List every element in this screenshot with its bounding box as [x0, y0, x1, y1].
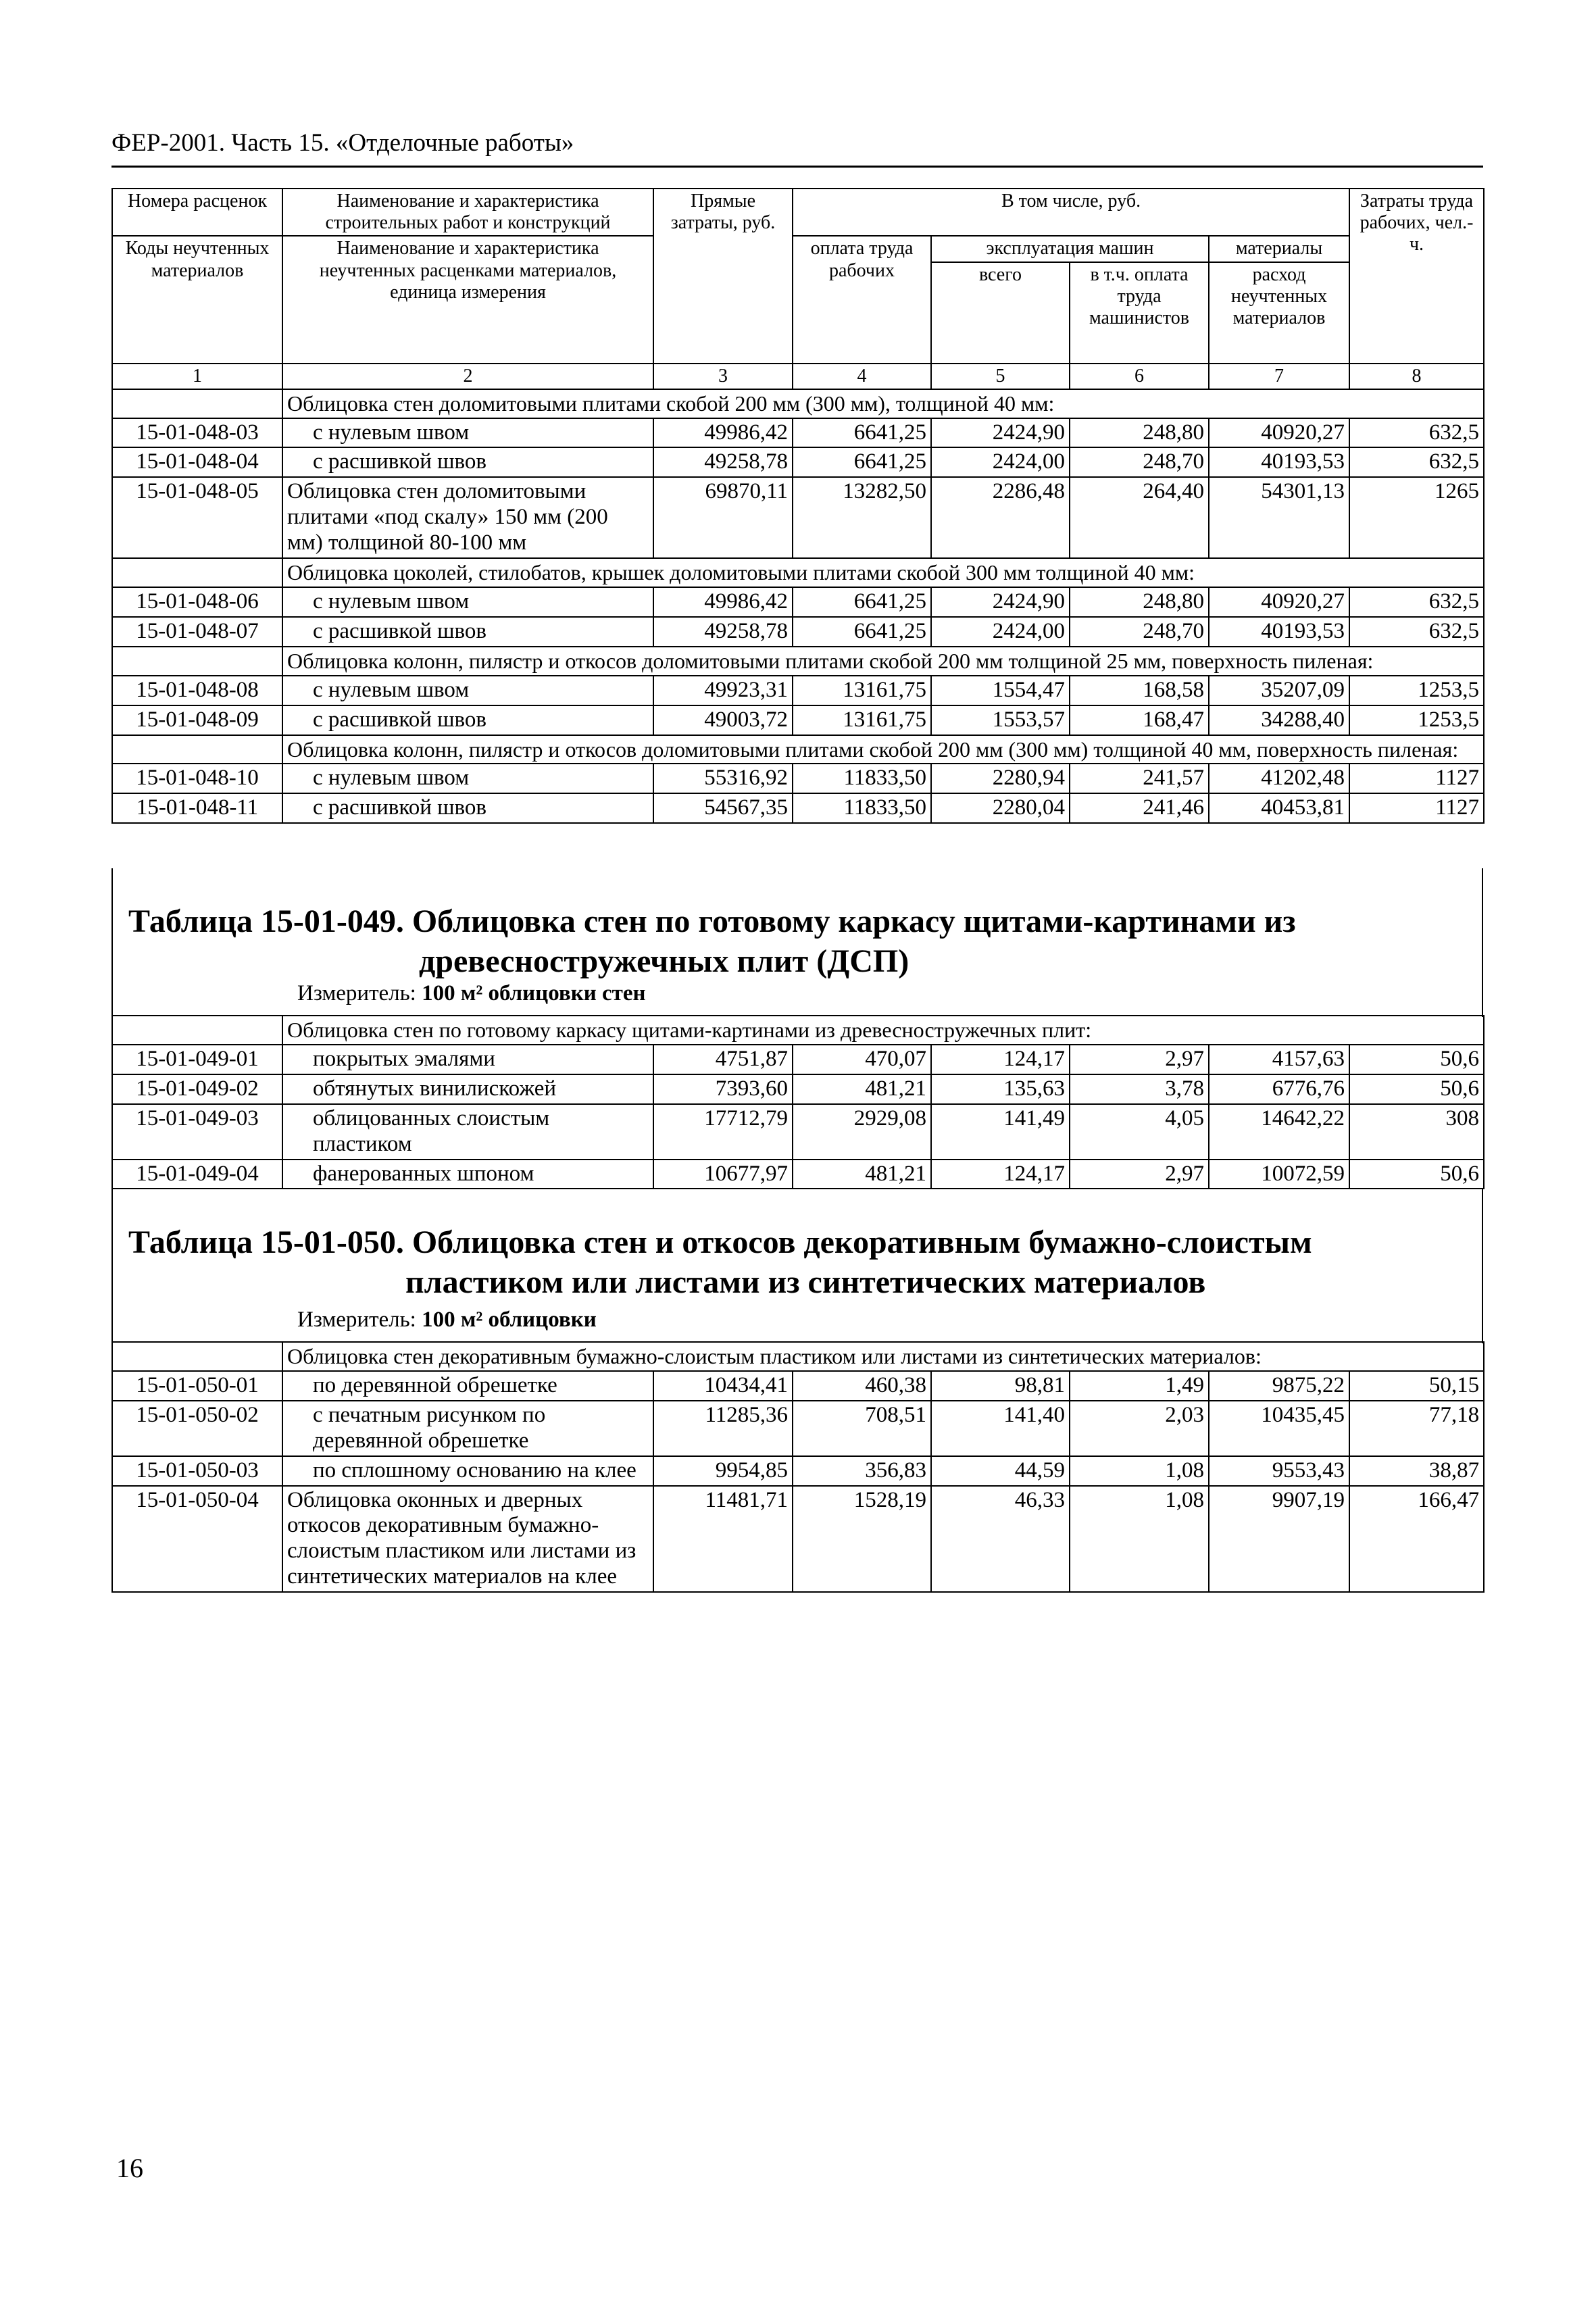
rates-table-050	[111, 1341, 1485, 1593]
col-number: 3	[653, 364, 793, 389]
table-row: 15-01-048-04 с расшивкой швов 49258,78 6641,25 2424,00 248,70 40193,53 632,5	[112, 447, 1484, 477]
page-number: 16	[116, 2153, 143, 2183]
col-including: В том числе, руб.	[793, 189, 1349, 236]
table-row: 15-01-050-03 по сплошному основанию на клее 9954,85 356,83 44,59 1,08 9553,43 38,87	[112, 1456, 1484, 1486]
table-049-measure: Измеритель: 100 м² облицовки стен	[297, 981, 646, 1005]
group-heading: Облицовка колонн, пилястр и откосов доломитовыми плитами скобой 200 мм (300 мм) толщиной 40 мм, поверхность пиленая:	[282, 735, 1484, 764]
table-050-title	[128, 1223, 1412, 1302]
table-row: 15-01-048-06 с нулевым швом 49986,42 6641,25 2424,90 248,80 40920,27 632,5	[112, 587, 1484, 617]
col-machine-total: всего	[931, 262, 1070, 364]
group-heading: Облицовка цоколей, стилобатов, крышек доломитовыми плитами скобой 300 мм толщиной 40 мм:	[282, 558, 1484, 587]
col-materials: материалы	[1209, 236, 1349, 262]
table-row: 15-01-048-10 с нулевым швом 55316,92 11833,50 2280,94 241,57 41202,48 1127	[112, 764, 1484, 793]
table-row: 15-01-049-03 облицованных слоистым пластиком 17712,79 2929,08 141,49 4,05 14642,22 308	[112, 1104, 1484, 1160]
table-050-title-line2: пластиком или листами из синтетических материалов	[405, 1264, 1206, 1300]
table-row: 15-01-050-04 Облицовка оконных и дверных откосов декоративным бумажно-слоистым пластиком или листами из синтетических материалов на клее 11481,71 1528,19 46,33 1,08 9907,19 166,47	[112, 1486, 1484, 1593]
rates-table-048	[111, 188, 1485, 824]
col-direct-costs: Прямые затраты, руб.	[653, 189, 793, 364]
group-heading: Облицовка колонн, пилястр и откосов доломитовыми плитами скобой 200 мм толщиной 25 мм, поверхность пиленая:	[282, 647, 1484, 676]
table-row: 15-01-048-08 с нулевым швом 49923,31 13161,75 1554,47 168,58 35207,09 1253,5	[112, 676, 1484, 705]
col-codes-bottom: Коды неучтенных материалов	[112, 236, 282, 363]
table-049-title	[128, 902, 1412, 981]
col-number: 2	[282, 364, 653, 389]
group-heading: Облицовка стен по готовому каркасу щитами-картинами из древесностружечных плит:	[282, 1016, 1484, 1045]
col-number: 1	[112, 364, 282, 389]
col-material-use: расход неучтенных материалов	[1209, 262, 1349, 364]
table-row: 15-01-049-02 обтянутых винилискожей 7393,60 481,21 135,63 3,78 6776,76 50,6	[112, 1074, 1484, 1104]
col-operator-pay: в т.ч. оплата труда машинистов	[1070, 262, 1209, 364]
col-number: 5	[931, 364, 1070, 389]
table-049-title-line2: древесностружечных плит (ДСП)	[419, 943, 909, 979]
col-codes-top: Номера расценок	[112, 189, 282, 236]
col-number: 7	[1209, 364, 1349, 389]
col-number: 4	[793, 364, 931, 389]
col-worker-pay: оплата труда рабочих	[793, 236, 931, 363]
table-row: 15-01-048-07 с расшивкой швов 49258,78 6641,25 2424,00 248,70 40193,53 632,5	[112, 617, 1484, 647]
rates-table-049	[111, 1015, 1485, 1189]
group-heading: Облицовка стен доломитовыми плитами скобой 200 мм (300 мм), толщиной 40 мм:	[282, 389, 1484, 418]
table-row: 15-01-048-03 с нулевым швом 49986,42 6641,25 2424,90 248,80 40920,27 632,5	[112, 418, 1484, 448]
table-row: 15-01-048-11 с расшивкой швов 54567,35 11833,50 2280,04 241,46 40453,81 1127	[112, 793, 1484, 823]
table-049-title-line1: Таблица 15-01-049. Облицовка стен по готовому каркасу щитами-картинами из	[128, 903, 1296, 939]
table-row: 15-01-048-09 с расшивкой швов 49003,72 13161,75 1553,57 168,47 34288,40 1253,5	[112, 705, 1484, 735]
table-050-measure: Измеритель: 100 м² облицовки	[297, 1308, 597, 1332]
table-row: 15-01-049-04 фанерованных шпоном 10677,97 481,21 124,17 2,97 10072,59 50,6	[112, 1160, 1484, 1189]
table-050-title-line1: Таблица 15-01-050. Облицовка стен и откосов декоративным бумажно-слоистым	[128, 1224, 1312, 1260]
table-row: 15-01-050-01 по деревянной обрешетке 10434,41 460,38 98,81 1,49 9875,22 50,15	[112, 1371, 1484, 1401]
col-name-top: Наименование и характеристика строительных работ и конструкций	[282, 189, 653, 236]
col-number: 6	[1070, 364, 1209, 389]
table-row: 15-01-049-01 покрытых эмалями 4751,87 470,07 124,17 2,97 4157,63 50,6	[112, 1045, 1484, 1074]
col-labor-costs: Затраты труда рабочих, чел.-ч.	[1349, 189, 1484, 364]
col-number: 8	[1349, 364, 1484, 389]
group-heading: Облицовка стен декоративным бумажно-слоистым пластиком или листами из синтетических материалов:	[282, 1342, 1484, 1371]
table-row: 15-01-048-05 Облицовка стен доломитовыми плитами «под скалу» 150 мм (200 мм) толщиной 80-100 мм 69870,11 13282,50 2286,48 264,40 54301,13 1265	[112, 477, 1484, 558]
col-name-bottom: Наименование и характеристика неучтенных расценками материалов, единица измерения	[282, 236, 653, 363]
table-row: 15-01-050-02 с печатным рисунком по деревянной обрешетке 11285,36 708,51 141,40 2,03 10435,45 77,18	[112, 1401, 1484, 1456]
col-machine-operation: эксплуатация машин	[931, 236, 1209, 262]
page-header: ФЕР-2001. Часть 15. «Отделочные работы»	[111, 128, 1483, 168]
